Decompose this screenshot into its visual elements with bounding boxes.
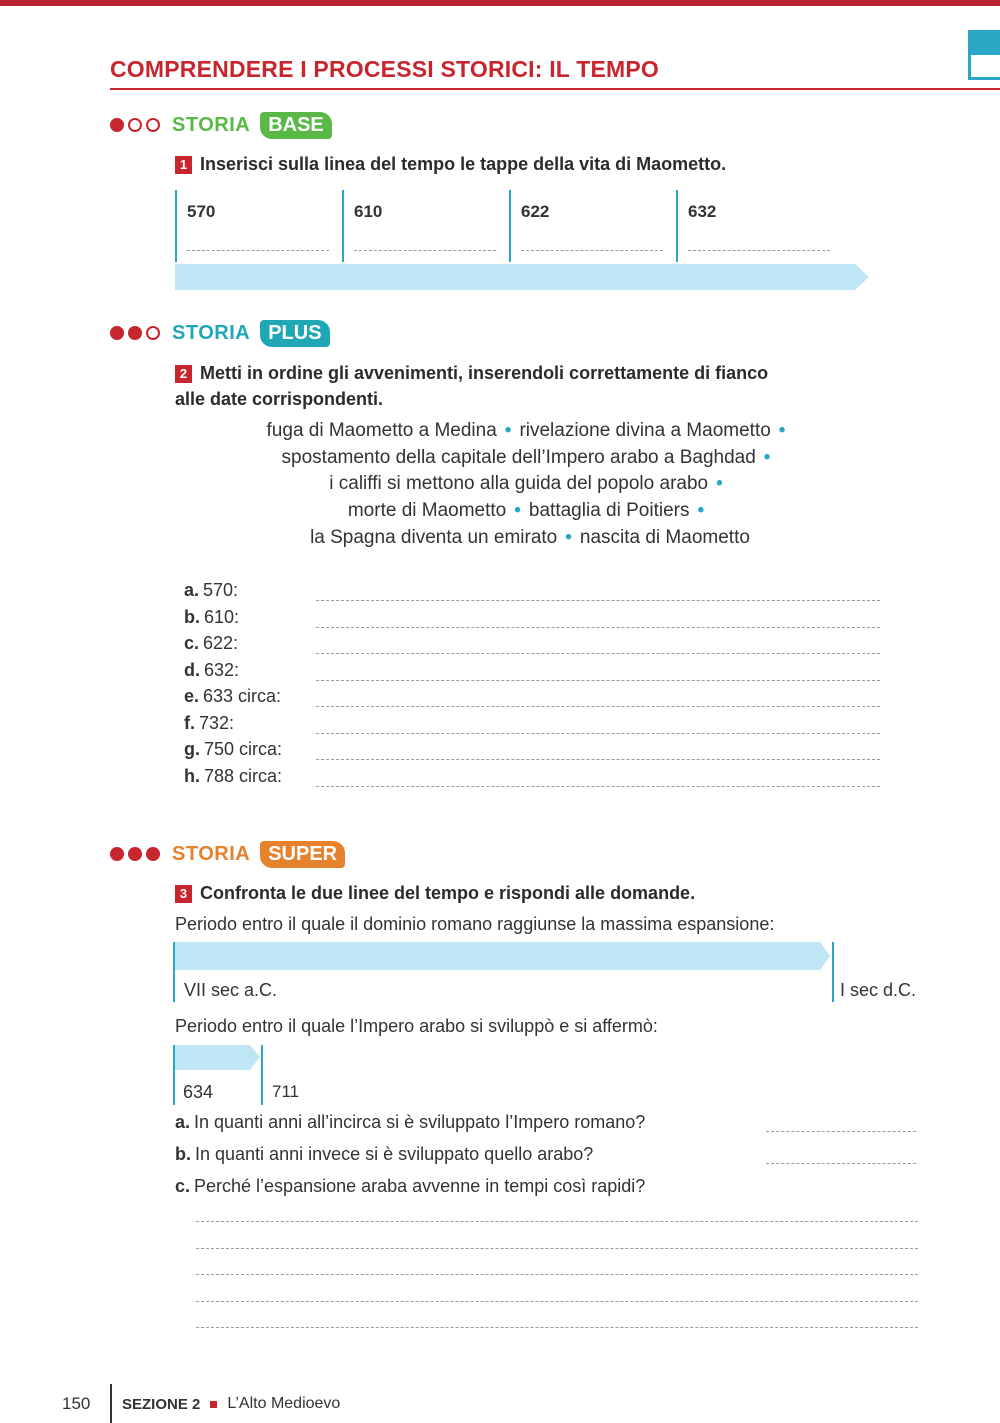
row-letter: a.: [184, 580, 200, 600]
difficulty-dot-empty: [128, 118, 142, 132]
answer-line[interactable]: [196, 1274, 918, 1275]
difficulty-dot-filled: [128, 847, 142, 861]
question-letter: c.: [175, 1176, 191, 1196]
row-letter: d.: [184, 659, 200, 680]
answer-line[interactable]: [354, 250, 496, 251]
date-row: [184, 686, 884, 713]
row-date: 788 circa:: [204, 765, 283, 786]
answer-line[interactable]: [316, 600, 880, 601]
page-title: COMPRENDERE I PROCESSI STORICI: IL TEMPO: [110, 56, 659, 82]
level-badge-super: SUPER: [260, 841, 345, 868]
answer-line[interactable]: [521, 250, 663, 251]
exercise-number: 1: [175, 156, 192, 174]
answer-line[interactable]: [196, 1221, 918, 1222]
roman-start-label: VII sec a.C.: [184, 980, 278, 1000]
question-b: [175, 1144, 593, 1165]
event-item: fuga di Maometto a Medina: [266, 420, 497, 441]
difficulty-dot-empty: [146, 326, 160, 340]
instruction-text: alle date corrispondenti.: [175, 389, 384, 409]
question-letter: b.: [175, 1144, 191, 1164]
chapter-label: L’Alto Medioevo: [227, 1395, 341, 1412]
row-date: 632:: [204, 659, 240, 680]
row-letter: b.: [184, 606, 200, 627]
event-item: battaglia di Poitiers: [528, 500, 690, 522]
timeline-arrow: [175, 262, 871, 292]
bullet-separator: •: [763, 446, 771, 468]
level-word: STORIA: [172, 321, 251, 344]
date-row: [184, 607, 884, 634]
level-super-header: [110, 836, 345, 872]
roman-end-label: I sec d.C.: [840, 980, 917, 1000]
answer-line[interactable]: [316, 786, 880, 787]
page-footer: [62, 1384, 340, 1423]
timeline-cell-4: [676, 190, 830, 262]
difficulty-dot-filled: [128, 326, 142, 340]
event-item: la Spagna diventa un emirato: [310, 526, 558, 548]
event-item: rivelazione divina a Maometto: [519, 420, 771, 441]
row-date: 633 circa:: [203, 686, 282, 706]
events-list: [175, 418, 885, 552]
instruction-text: Confronta le due linee del tempo e rispondi alle domande.: [200, 883, 696, 903]
row-letter: g.: [184, 739, 200, 759]
answer-line[interactable]: [316, 706, 880, 707]
date-row: [184, 739, 884, 766]
row-date: 610:: [204, 606, 240, 627]
timeline-cell-3: [509, 190, 663, 262]
event-item: nascita di Maometto: [579, 526, 750, 548]
footer-divider: [110, 1384, 112, 1423]
page-number: 150: [62, 1394, 91, 1413]
answer-line[interactable]: [766, 1163, 916, 1164]
exercise-1-instruction: [175, 151, 726, 177]
bullet-separator: •: [716, 473, 723, 495]
difficulty-dot-empty: [146, 118, 160, 132]
question-a: [175, 1112, 645, 1133]
roman-period-label: Periodo entro il quale il dominio romano raggiunse la massima espansione:: [175, 914, 775, 934]
question-text: In quanti anni invece si è sviluppato quello arabo?: [195, 1144, 594, 1164]
bullet-separator: •: [504, 420, 512, 441]
row-letter: h.: [184, 765, 200, 786]
arab-end-label: 711: [272, 1082, 300, 1101]
exercise-3-instruction: [175, 880, 695, 906]
answer-line[interactable]: [196, 1301, 918, 1302]
exercise-number: 2: [175, 365, 192, 383]
answer-line[interactable]: [196, 1248, 918, 1249]
bullet-separator: •: [514, 500, 521, 522]
bullet-separator: •: [565, 526, 572, 548]
date-row: [184, 633, 884, 660]
difficulty-dot-filled: [146, 847, 160, 861]
date-row: [184, 580, 884, 607]
answer-line[interactable]: [196, 1327, 918, 1328]
date-row: [184, 660, 884, 687]
arab-start-label: 634: [183, 1082, 214, 1102]
row-date: 750 circa:: [204, 739, 283, 759]
event-item: morte di Maometto: [347, 500, 507, 522]
timeline-year: 622: [521, 202, 550, 221]
page-corner-tab: [968, 30, 1000, 80]
difficulty-dot-filled: [110, 326, 124, 340]
timeline-year: 610: [354, 202, 383, 221]
difficulty-dot-filled: [110, 847, 124, 861]
bullet-separator: •: [778, 420, 786, 441]
timeline-cell-1: [175, 190, 329, 262]
instruction-text: Inserisci sulla linea del tempo le tappe della vita di Maometto.: [200, 154, 727, 174]
section-label: SEZIONE 2: [122, 1395, 201, 1413]
timeline-cell-2: [342, 190, 496, 262]
date-row: [184, 766, 884, 793]
question-text: In quanti anni all’incirca si è sviluppato l’Impero romano?: [194, 1112, 646, 1132]
row-date: 570:: [203, 580, 239, 600]
event-item: i califfi si mettono alla guida del popolo arabo: [329, 473, 709, 495]
instruction-text: Metti in ordine gli avvenimenti, inserendoli correttamente di fianco: [200, 363, 769, 383]
question-text: Perché l’espansione araba avvenne in tempi così rapidi?: [194, 1176, 646, 1196]
answer-line[interactable]: [316, 653, 880, 654]
row-letter: e.: [184, 686, 200, 706]
row-date: 732:: [199, 712, 235, 733]
answer-line[interactable]: [316, 733, 880, 734]
difficulty-dot-filled: [110, 118, 124, 132]
level-badge-base: BASE: [260, 112, 332, 139]
answer-line[interactable]: [316, 759, 880, 760]
row-letter: f.: [184, 712, 195, 733]
level-plus-header: [110, 315, 330, 351]
arab-period-label: Periodo entro il quale l’Impero arabo si sviluppò e si affermò:: [175, 1016, 658, 1036]
timeline-year: 570: [187, 202, 216, 221]
answer-line[interactable]: [316, 627, 880, 628]
level-word: STORIA: [172, 113, 251, 136]
title-rule: [110, 88, 1000, 90]
square-bullet-icon: [210, 1401, 217, 1408]
exercise-2-instruction: [175, 360, 875, 412]
top-border: [0, 0, 1000, 6]
level-base-header: [110, 107, 332, 143]
exercise-number: 3: [175, 885, 192, 903]
answer-line[interactable]: [316, 680, 880, 681]
date-row: [184, 713, 884, 740]
question-c: [175, 1176, 645, 1197]
level-badge-plus: PLUS: [260, 320, 329, 347]
row-date: 622:: [203, 633, 239, 653]
level-word: STORIA: [172, 842, 251, 865]
answer-line[interactable]: [688, 250, 830, 251]
answer-line[interactable]: [187, 250, 329, 251]
row-letter: c.: [184, 633, 200, 653]
question-letter: a.: [175, 1112, 191, 1132]
event-item: spostamento della capitale dell’Impero arabo a Baghdad: [281, 446, 756, 468]
timeline-year: 632: [688, 202, 717, 221]
bullet-separator: •: [697, 500, 705, 522]
answer-line[interactable]: [766, 1131, 916, 1132]
